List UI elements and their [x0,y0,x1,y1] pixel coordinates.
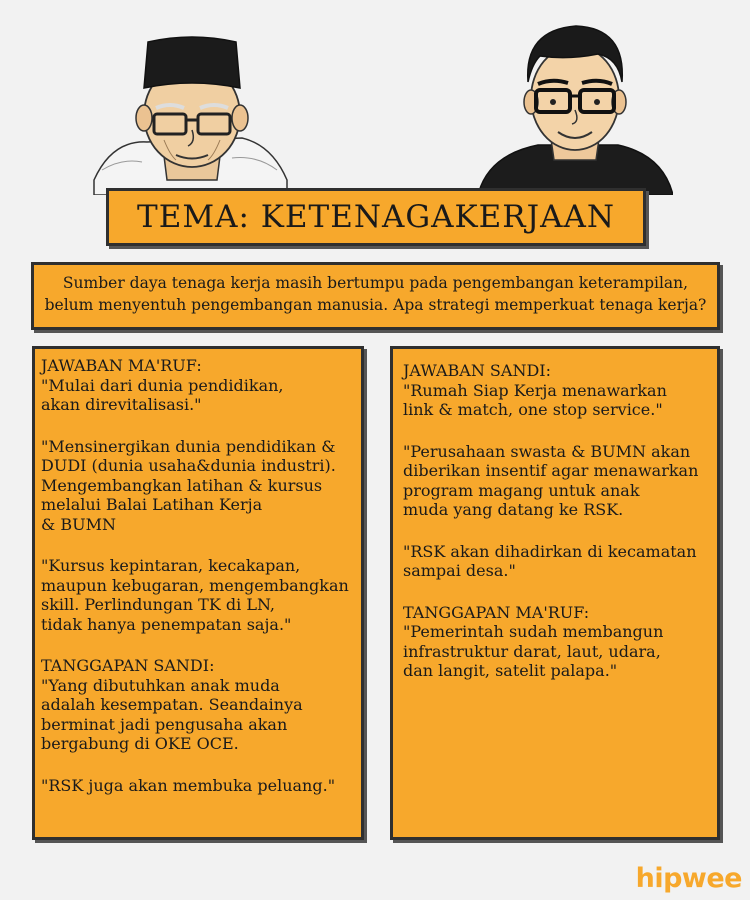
right-heading-jawaban: JAWABAN SANDI: [403,361,551,380]
right-paragraph: "Rumah Siap Kerja menawarkan link & match, one stop service." [403,380,667,419]
portrait-left-illustration [92,30,292,195]
left-paragraph: "Mensinergikan dunia pendidikan & DUDI (dunia usaha&dunia industri). Mengembangkan latihan & kursus melalui Balai Latihan Kerja & BUMN [41,436,336,534]
left-paragraph: "Yang dibutuhkan anak muda adalah kesempatan. Seandainya berminat jadi pengusaha akan bergabung di OKE OCE. [41,675,303,753]
right-heading-tanggapan: TANGGAPAN MA'RUF: [403,602,590,622]
left-paragraph: "Mulai dari dunia pendidikan, akan direvitalisasi." [41,375,284,414]
left-heading-jawaban: JAWABAN MA'RUF: [41,356,202,375]
title-banner [106,188,646,246]
hipwee-logo: hipwee [635,863,742,894]
page-title: TEMA: KETENAGAKERJAAN [137,199,615,235]
question-box [31,262,720,330]
left-heading-tanggapan: TANGGAPAN SANDI: [41,656,215,675]
left-paragraph: "Kursus kepintaran, kecakapan, maupun kebugaran, mengembangkan skill. Perlindungan TK di LN, tidak hanya penempatan saja." [41,556,349,634]
right-answer-column [390,346,720,840]
left-answer-column [32,346,364,840]
right-paragraph: "Pemerintah sudah membangun infrastruktur darat, laut, udara, dan langit, satelit palapa." [403,622,664,680]
right-paragraph: "Perusahaan swasta & BUMN akan diberikan insentif agar menawarkan program magang untuk anak muda yang datang ke RSK. [403,441,699,519]
right-paragraph: "RSK akan dihadirkan di kecamatan sampai desa." [403,541,697,580]
portrait-right-illustration [478,20,673,195]
left-paragraph: "RSK juga akan membuka peluang." [41,775,336,795]
question-text: Sumber daya tenaga kerja masih bertumpu pada pengembangan keterampilan, belum menyentuh pengembangan manusia. Apa strategi memperkuat tenaga kerja? [44,274,707,314]
